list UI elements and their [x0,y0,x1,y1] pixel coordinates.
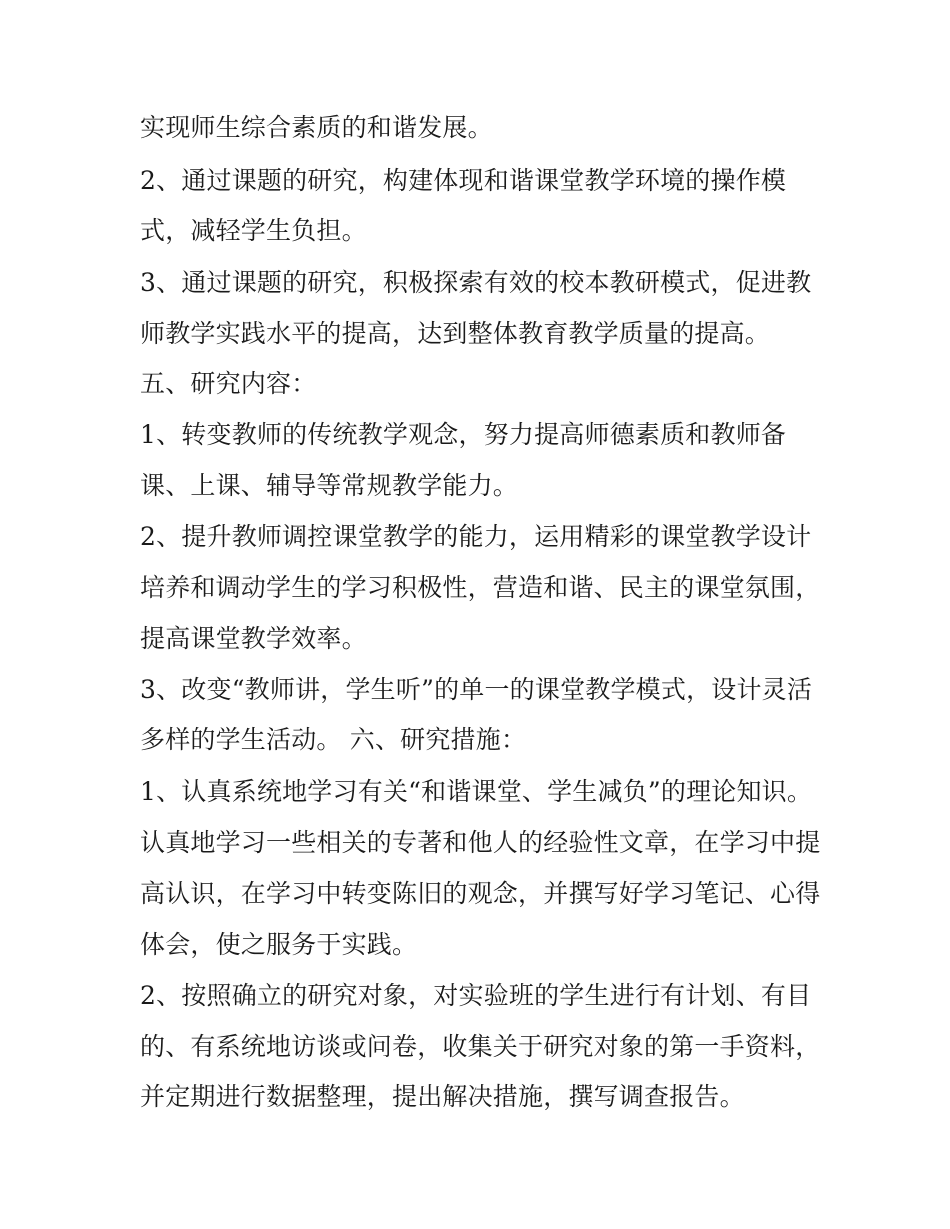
text-line: 认真地学习一些相关的专著和他人的经验性文章，在学习中提 [140,828,821,857]
text-line: 高认识，在学习中转变陈旧的观念，并撰写好学习笔记、心得 [140,879,821,908]
text-line: 课、上课、辅导等常规教学能力。 [140,471,519,500]
section-heading: 五、研究内容： [140,369,317,398]
text-line: 2、按照确立的研究对象，对实验班的学生进行有计划、有目 [140,981,812,1010]
text-line: 3、改变“教师讲，学生听”的单一的课堂教学模式，设计灵活 [140,675,813,704]
text-line: 2、通过课题的研究，构建体现和谐课堂教学环境的操作模 [140,166,787,195]
text-line: 师教学实践水平的提高，达到整体教育教学质量的提高。 [140,319,771,348]
text-line: 实现师生综合素质的和谐发展。 [140,113,493,142]
text-line: 培养和调动学生的学习积极性，营造和谐、民主的课堂氛围， [140,573,821,602]
text-line: 的、有系统地访谈或问卷，收集关于研究对象的第一手资料， [140,1032,821,1061]
text-line: 并定期进行数据整理，提出解决措施，撰写调查报告。 [140,1082,745,1111]
text-line: 1、转变教师的传统教学观念，努力提高师德素质和教师备 [140,420,787,449]
text-line: 体会，使之服务于实践。 [140,930,418,959]
text-line: 多样的学生活动。 六、研究措施： [140,725,527,754]
text-line: 式，减轻学生负担。 [140,216,367,245]
text-line: 1、认真系统地学习有关“和谐课堂、学生减负”的理论知识。 [140,777,813,806]
text-line: 3、通过课题的研究，积极探索有效的校本教研模式，促进教 [140,268,812,297]
text-line: 提高课堂教学效率。 [140,624,367,653]
text-line: 2、提升教师调控课堂教学的能力，运用精彩的课堂教学设计 [140,522,812,551]
